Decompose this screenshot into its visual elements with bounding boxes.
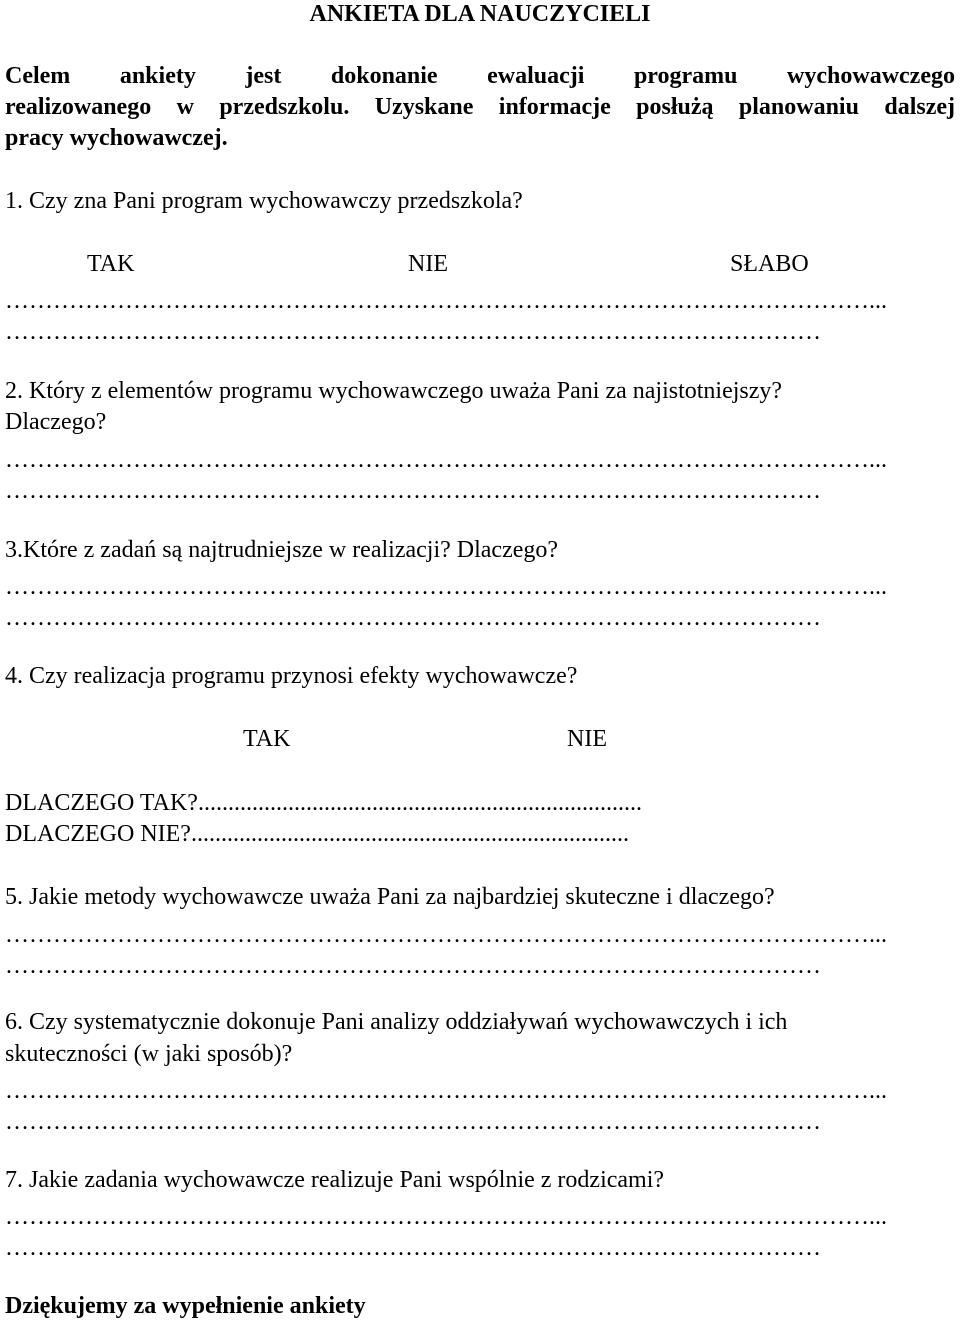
q1-answer-line-2[interactable]: ………………………………………………………………………………………… <box>5 319 821 345</box>
intro-line-1: Celem ankiety jest dokonanie ewaluacji programu wychowawczego <box>5 63 955 89</box>
q6-answer-line-1[interactable]: ………………………………………………………………………………………………... <box>5 1078 887 1104</box>
question-6-line-1: 6. Czy systematycznie dokonuje Pani analizy oddziaływań wychowawczych i ich <box>5 1009 788 1035</box>
q3-answer-line-1[interactable]: ………………………………………………………………………………………………... <box>5 574 887 600</box>
q5-answer-line-2[interactable]: ………………………………………………………………………………………… <box>5 953 821 979</box>
q1-option-slabo[interactable]: SŁABO <box>730 251 809 277</box>
question-2-line-2: Dlaczego? <box>5 409 107 435</box>
intro-line-3: pracy wychowawczej. <box>5 125 228 151</box>
q4-why-no[interactable]: DLACZEGO NIE?......................................................................... <box>5 821 629 847</box>
q1-option-nie[interactable]: NIE <box>408 251 448 277</box>
q1-option-tak[interactable]: TAK <box>87 251 135 277</box>
question-1: 1. Czy zna Pani program wychowawczy przedszkola? <box>5 188 523 214</box>
q4-why-yes[interactable]: DLACZEGO TAK?.......................................................................... <box>5 790 642 816</box>
question-5: 5. Jakie metody wychowawcze uważa Pani za najbardziej skuteczne i dlaczego? <box>5 884 775 910</box>
q4-option-tak[interactable]: TAK <box>243 726 291 752</box>
q6-answer-line-2[interactable]: ………………………………………………………………………………………… <box>5 1109 821 1135</box>
question-6-line-2: skuteczności (w jaki sposób)? <box>5 1041 293 1067</box>
q2-answer-line-1[interactable]: ………………………………………………………………………………………………... <box>5 447 887 473</box>
q7-answer-line-1[interactable]: ………………………………………………………………………………………………... <box>5 1204 887 1230</box>
question-4: 4. Czy realizacja programu przynosi efekty wychowawcze? <box>5 663 578 689</box>
q1-answer-line-1[interactable]: ………………………………………………………………………………………………... <box>5 288 887 314</box>
question-2-line-1: 2. Który z elementów programu wychowawczego uważa Pani za najistotniejszy? <box>5 378 783 404</box>
q2-answer-line-2[interactable]: ………………………………………………………………………………………… <box>5 478 821 504</box>
q7-answer-line-2[interactable]: ………………………………………………………………………………………… <box>5 1235 821 1261</box>
q4-option-nie[interactable]: NIE <box>567 726 607 752</box>
q3-answer-line-2[interactable]: ………………………………………………………………………………………… <box>5 605 821 631</box>
question-3: 3.Które z zadań są najtrudniejsze w realizacji? Dlaczego? <box>5 537 559 563</box>
thank-you-note: Dziękujemy za wypełnienie ankiety <box>5 1293 366 1319</box>
q5-answer-line-1[interactable]: ………………………………………………………………………………………………... <box>5 922 887 948</box>
question-7: 7. Jakie zadania wychowawcze realizuje Pani wspólnie z rodzicami? <box>5 1167 665 1193</box>
page-title: ANKIETA DLA NAUCZYCIELI <box>309 1 651 27</box>
intro-line-2: realizowanego w przedszkolu. Uzyskane informacje posłużą planowaniu dalszej <box>5 94 955 120</box>
